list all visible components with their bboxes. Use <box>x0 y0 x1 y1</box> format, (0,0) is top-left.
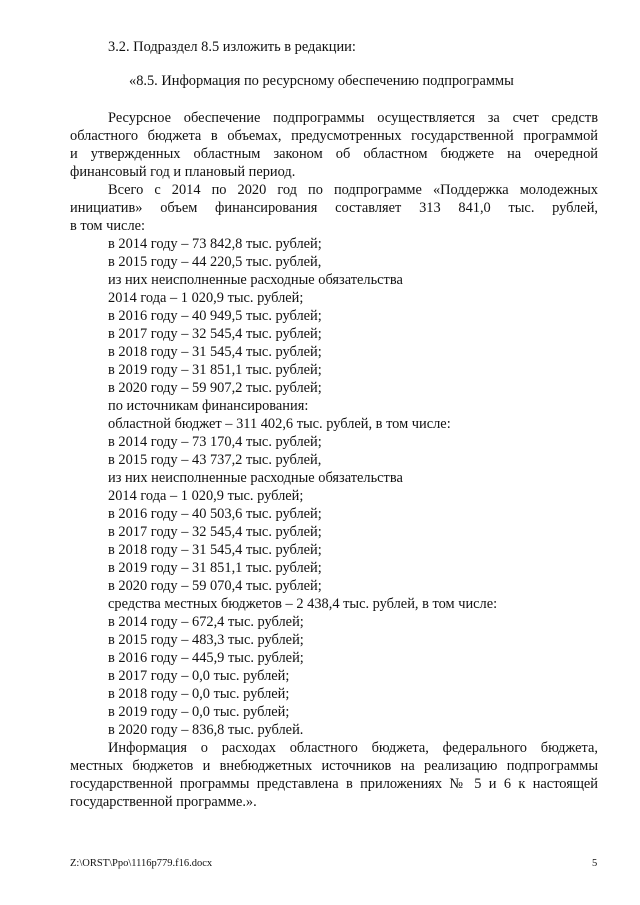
total-item: в 2014 году – 73 842,8 тыс. рублей; <box>108 236 322 252</box>
para3-line1: Информация о расходах областного бюджета, федерального бюджета, <box>108 740 598 756</box>
para3-line4: государственной программе.». <box>70 794 257 810</box>
total-item: в 2015 году – 44 220,5 тыс. рублей, <box>108 254 322 270</box>
local-item: в 2019 году – 0,0 тыс. рублей; <box>108 704 290 720</box>
section-heading: 3.2. Подраздел 8.5 изложить в редакции: <box>108 39 356 55</box>
total-item: из них неисполненные расходные обязательства <box>108 272 403 288</box>
para1-line3: и утвержденных областным законом об областном бюджете на очередной <box>70 146 598 162</box>
para1-line2: областного бюджета в объемах, предусмотренных государственной программой <box>70 128 598 144</box>
local-item: в 2018 году – 0,0 тыс. рублей; <box>108 686 290 702</box>
footer-page-number: 5 <box>592 858 598 869</box>
subsection-title: «8.5. Информация по ресурсному обеспечению подпрограммы <box>129 73 514 89</box>
regional-item: в 2014 году – 73 170,4 тыс. рублей; <box>108 434 322 450</box>
sources-heading: по источникам финансирования: <box>108 398 309 414</box>
para2-line2: инициатив» объем финансирования составляет 313 841,0 тыс. рублей, <box>70 200 598 216</box>
local-item: в 2017 году – 0,0 тыс. рублей; <box>108 668 290 684</box>
local-item: в 2020 году – 836,8 тыс. рублей. <box>108 722 304 738</box>
regional-item: в 2018 году – 31 545,4 тыс. рублей; <box>108 542 322 558</box>
total-item: в 2016 году – 40 949,5 тыс. рублей; <box>108 308 322 324</box>
total-item: 2014 года – 1 020,9 тыс. рублей; <box>108 290 304 306</box>
regional-item: в 2020 году – 59 070,4 тыс. рублей; <box>108 578 322 594</box>
para1-line4: финансовый год и плановый период. <box>70 164 296 180</box>
regional-item: в 2016 году – 40 503,6 тыс. рублей; <box>108 506 322 522</box>
local-item: в 2016 году – 445,9 тыс. рублей; <box>108 650 304 666</box>
para3-line3: государственной программы представлена в приложениях № 5 и 6 к настоящей <box>70 776 598 792</box>
para2-line1: Всего с 2014 по 2020 год по подпрограмме «Поддержка молодежных <box>108 182 598 198</box>
regional-item: из них неисполненные расходные обязательства <box>108 470 403 486</box>
para3-line2: местных бюджетов и внебюджетных источников на реализацию подпрограммы <box>70 758 598 774</box>
footer-file-path: Z:\ORST\Ppo\1116p779.f16.docx <box>70 858 213 869</box>
regional-item: 2014 года – 1 020,9 тыс. рублей; <box>108 488 304 504</box>
total-item: в 2017 году – 32 545,4 тыс. рублей; <box>108 326 322 342</box>
local-budget-heading: средства местных бюджетов – 2 438,4 тыс. рублей, в том числе: <box>108 596 498 612</box>
document-page <box>70 0 598 905</box>
regional-item: в 2015 году – 43 737,2 тыс. рублей, <box>108 452 322 468</box>
local-item: в 2015 году – 483,3 тыс. рублей; <box>108 632 304 648</box>
para1-line1: Ресурсное обеспечение подпрограммы осуществляется за счет средств <box>108 110 598 126</box>
para2-line3: в том числе: <box>70 218 146 234</box>
total-item: в 2018 году – 31 545,4 тыс. рублей; <box>108 344 322 360</box>
total-item: в 2019 году – 31 851,1 тыс. рублей; <box>108 362 322 378</box>
regional-budget-heading: областной бюджет – 311 402,6 тыс. рублей, в том числе: <box>108 416 451 432</box>
local-item: в 2014 году – 672,4 тыс. рублей; <box>108 614 304 630</box>
total-item: в 2020 году – 59 907,2 тыс. рублей; <box>108 380 322 396</box>
regional-item: в 2019 году – 31 851,1 тыс. рублей; <box>108 560 322 576</box>
regional-item: в 2017 году – 32 545,4 тыс. рублей; <box>108 524 322 540</box>
